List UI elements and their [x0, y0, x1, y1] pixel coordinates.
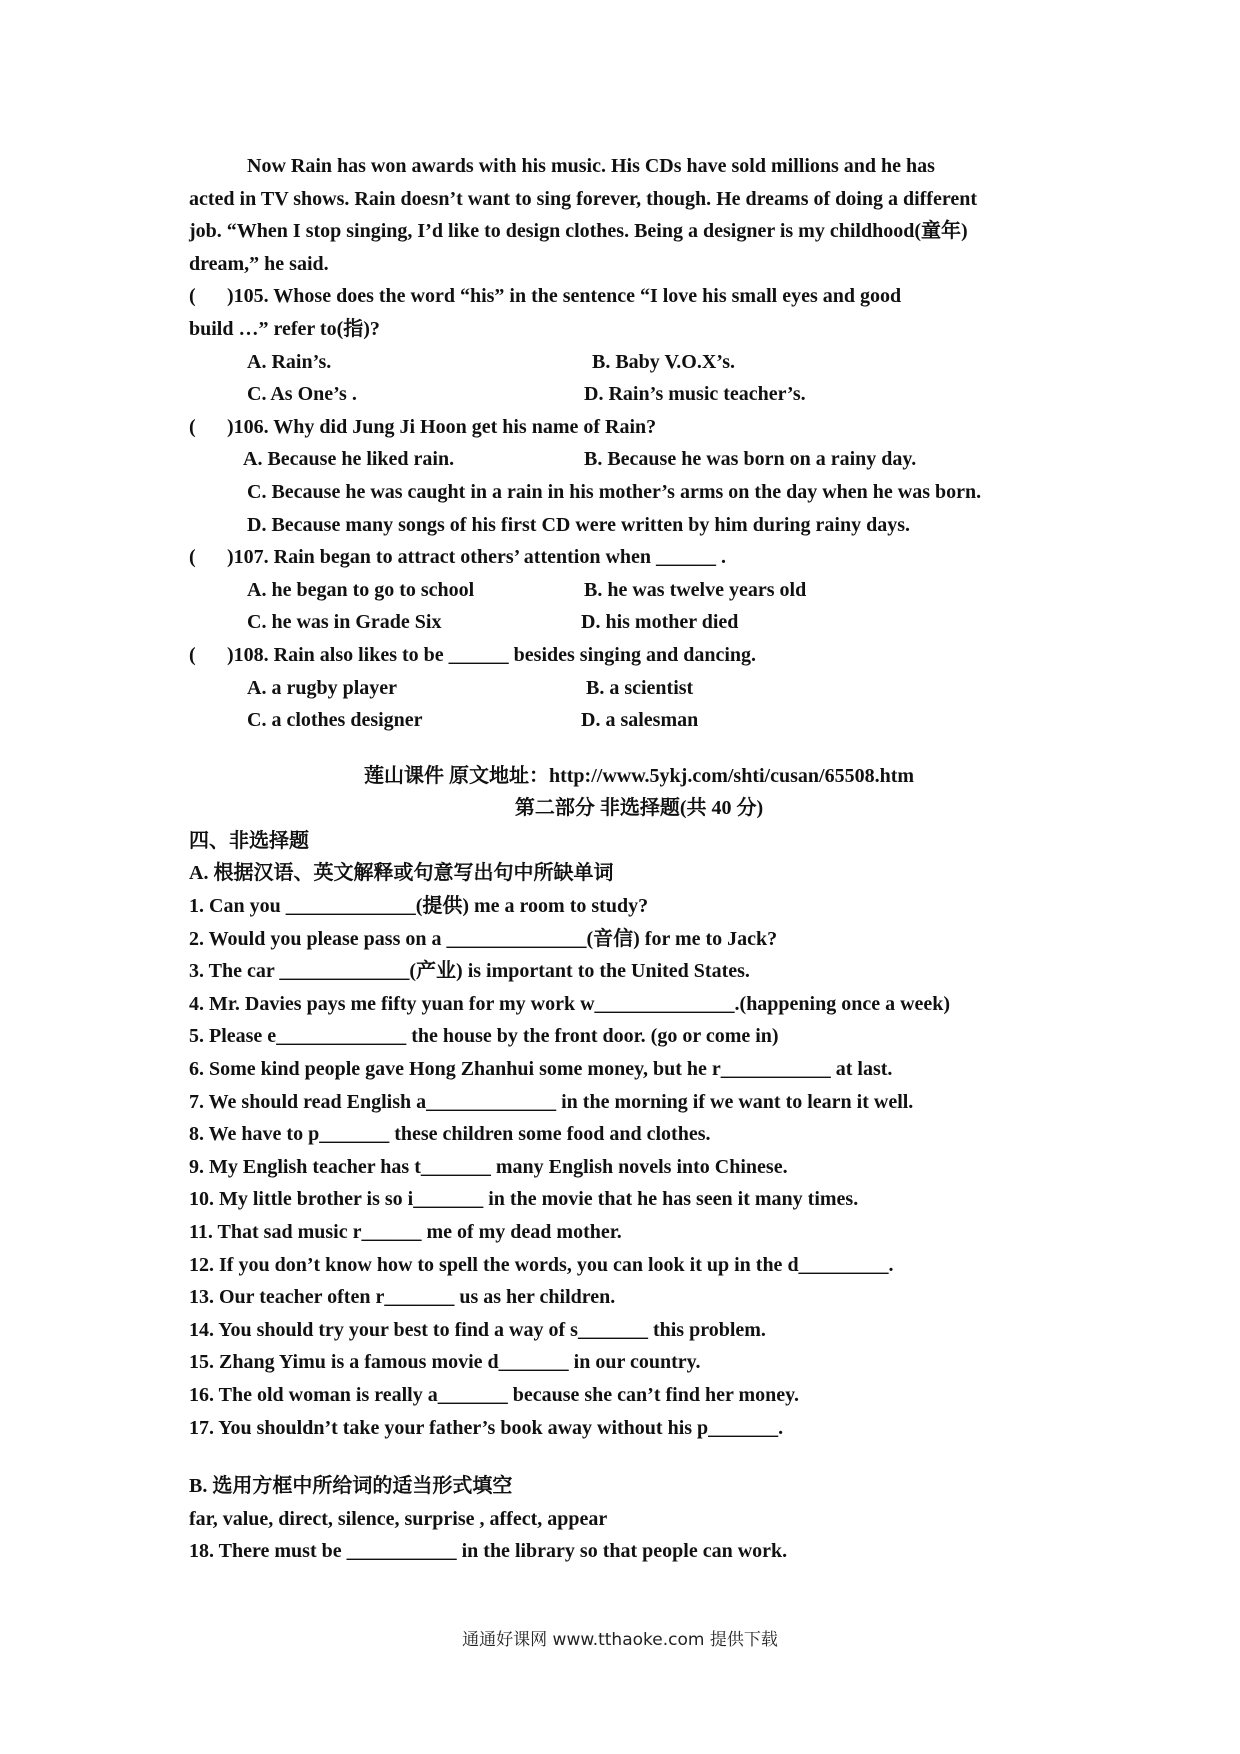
option-c: C. Because he was caught in a rain in his mother’s arms on the day when he was born.	[247, 480, 982, 503]
fill-item: 3. The car _____________(产业) is important to the United States.	[189, 960, 750, 983]
question-text: )108. Rain also likes to be ______ besides singing and dancing.	[227, 643, 756, 666]
option-b: B. a scientist	[586, 676, 694, 699]
fill-item: 14. You should try your best to find a way of s_______ this problem.	[189, 1318, 766, 1341]
source-link-line: 莲山课件 原文地址：http://www.5ykj.com/shti/cusan/65508.htm	[363, 764, 915, 787]
option-a: A. Rain’s.	[247, 350, 332, 373]
option-b: B. Because he was born on a rainy day.	[584, 448, 917, 471]
section-four-heading: 四、非选择题	[189, 829, 309, 852]
page-footer: 通通好课网 www.tthaoke.com 提供下载	[462, 1630, 778, 1650]
fill-item: 7. We should read English a_____________ in the morning if we want to learn it well.	[189, 1090, 914, 1113]
fill-item: 15. Zhang Yimu is a famous movie d_______ in our country.	[189, 1351, 701, 1374]
option-d: D. Rain’s music teacher’s.	[584, 383, 806, 406]
options-row	[189, 704, 1089, 737]
spacer	[189, 737, 1089, 760]
passage-line: job. “When I stop singing, I’d like to design clothes. Being a designer is my childhood(童年)	[189, 220, 968, 243]
options-row	[189, 672, 1089, 705]
option-d: D. a salesman	[581, 709, 699, 732]
document-body	[189, 150, 1089, 1568]
options-row	[189, 346, 1089, 379]
fill-item: 2. Would you please pass on a ______________(音信) for me to Jack?	[189, 927, 778, 950]
option-c: C. he was in Grade Six	[247, 611, 442, 634]
section-a-heading: A. 根据汉语、英文解释或句意写出句中所缺单词	[189, 862, 614, 885]
fill-item: 9. My English teacher has t_______ many English novels into Chinese.	[189, 1155, 788, 1178]
answer-bracket: (	[189, 643, 196, 666]
spacer	[189, 1444, 1089, 1470]
fill-item: 10. My little brother is so i_______ in the movie that he has seen it many times.	[189, 1188, 859, 1211]
question-106-stem	[189, 411, 1089, 444]
options-row	[189, 378, 1089, 411]
option-b: B. he was twelve years old	[584, 578, 807, 601]
passage-line: Now Rain has won awards with his music. His CDs have sold millions and he has	[247, 155, 935, 177]
fill-item: 11. That sad music r______ me of my dead mother.	[189, 1221, 622, 1243]
question-107-stem	[189, 541, 1089, 574]
question-text: )106. Why did Jung Ji Hoon get his name of Rain?	[227, 415, 657, 438]
options-row	[189, 443, 1089, 476]
option-a: A. Because he liked rain.	[243, 448, 455, 471]
fill-item: 16. The old woman is really a_______ because she can’t find her money.	[189, 1383, 800, 1406]
question-105-stem-cont: build …” refer to(指)?	[189, 317, 380, 340]
option-a: A. a rugby player	[247, 676, 397, 699]
fill-item: 1. Can you _____________(提供) me a room to study?	[189, 895, 649, 918]
option-b: B. Baby V.O.X’s.	[592, 350, 736, 373]
option-c: C. As One’s .	[247, 383, 357, 406]
option-d: D. Because many songs of his first CD were written by him during rainy days.	[247, 513, 910, 536]
passage-line: dream,” he said.	[189, 252, 329, 275]
fill-item: 5. Please e_____________ the house by the front door. (go or come in)	[189, 1025, 779, 1048]
fill-item: 13. Our teacher often r_______ us as her children.	[189, 1286, 616, 1309]
answer-bracket: (	[189, 285, 196, 308]
question-108-stem	[189, 639, 1089, 672]
word-box: far, value, direct, silence, surprise , affect, appear	[189, 1507, 608, 1530]
fill-item: 8. We have to p_______ these children some food and clothes.	[189, 1123, 711, 1146]
question-105-stem	[189, 280, 1089, 313]
question-text: )107. Rain began to attract others’ attention when ______ .	[227, 546, 727, 569]
answer-bracket: (	[189, 415, 196, 438]
fill-item: 17. You shouldn’t take your father’s book away without his p_______.	[189, 1416, 784, 1439]
part-two-title: 第二部分 非选择题(共 40 分)	[514, 797, 764, 820]
section-b-heading: B. 选用方框中所给词的适当形式填空	[189, 1475, 513, 1498]
passage-line: acted in TV shows. Rain doesn’t want to sing forever, though. He dreams of doing a different	[189, 187, 978, 210]
fill-item: 12. If you don’t know how to spell the words, you can look it up in the d_________.	[189, 1253, 894, 1276]
fill-item: 6. Some kind people gave Hong Zhanhui some money, but he r___________ at last.	[189, 1058, 893, 1081]
options-row	[189, 606, 1089, 639]
fill-item: 4. Mr. Davies pays me fifty yuan for my work w______________.(happening once a week)	[189, 992, 951, 1015]
options-row	[189, 574, 1089, 607]
fill-item: 18. There must be ___________ in the library so that people can work.	[189, 1540, 788, 1563]
question-text: )105. Whose does the word “his” in the sentence “I love his small eyes and good	[227, 285, 902, 308]
option-c: C. a clothes designer	[247, 709, 423, 732]
option-d: D. his mother died	[581, 611, 739, 634]
option-a: A. he began to go to school	[247, 578, 475, 601]
answer-bracket: (	[189, 546, 196, 569]
